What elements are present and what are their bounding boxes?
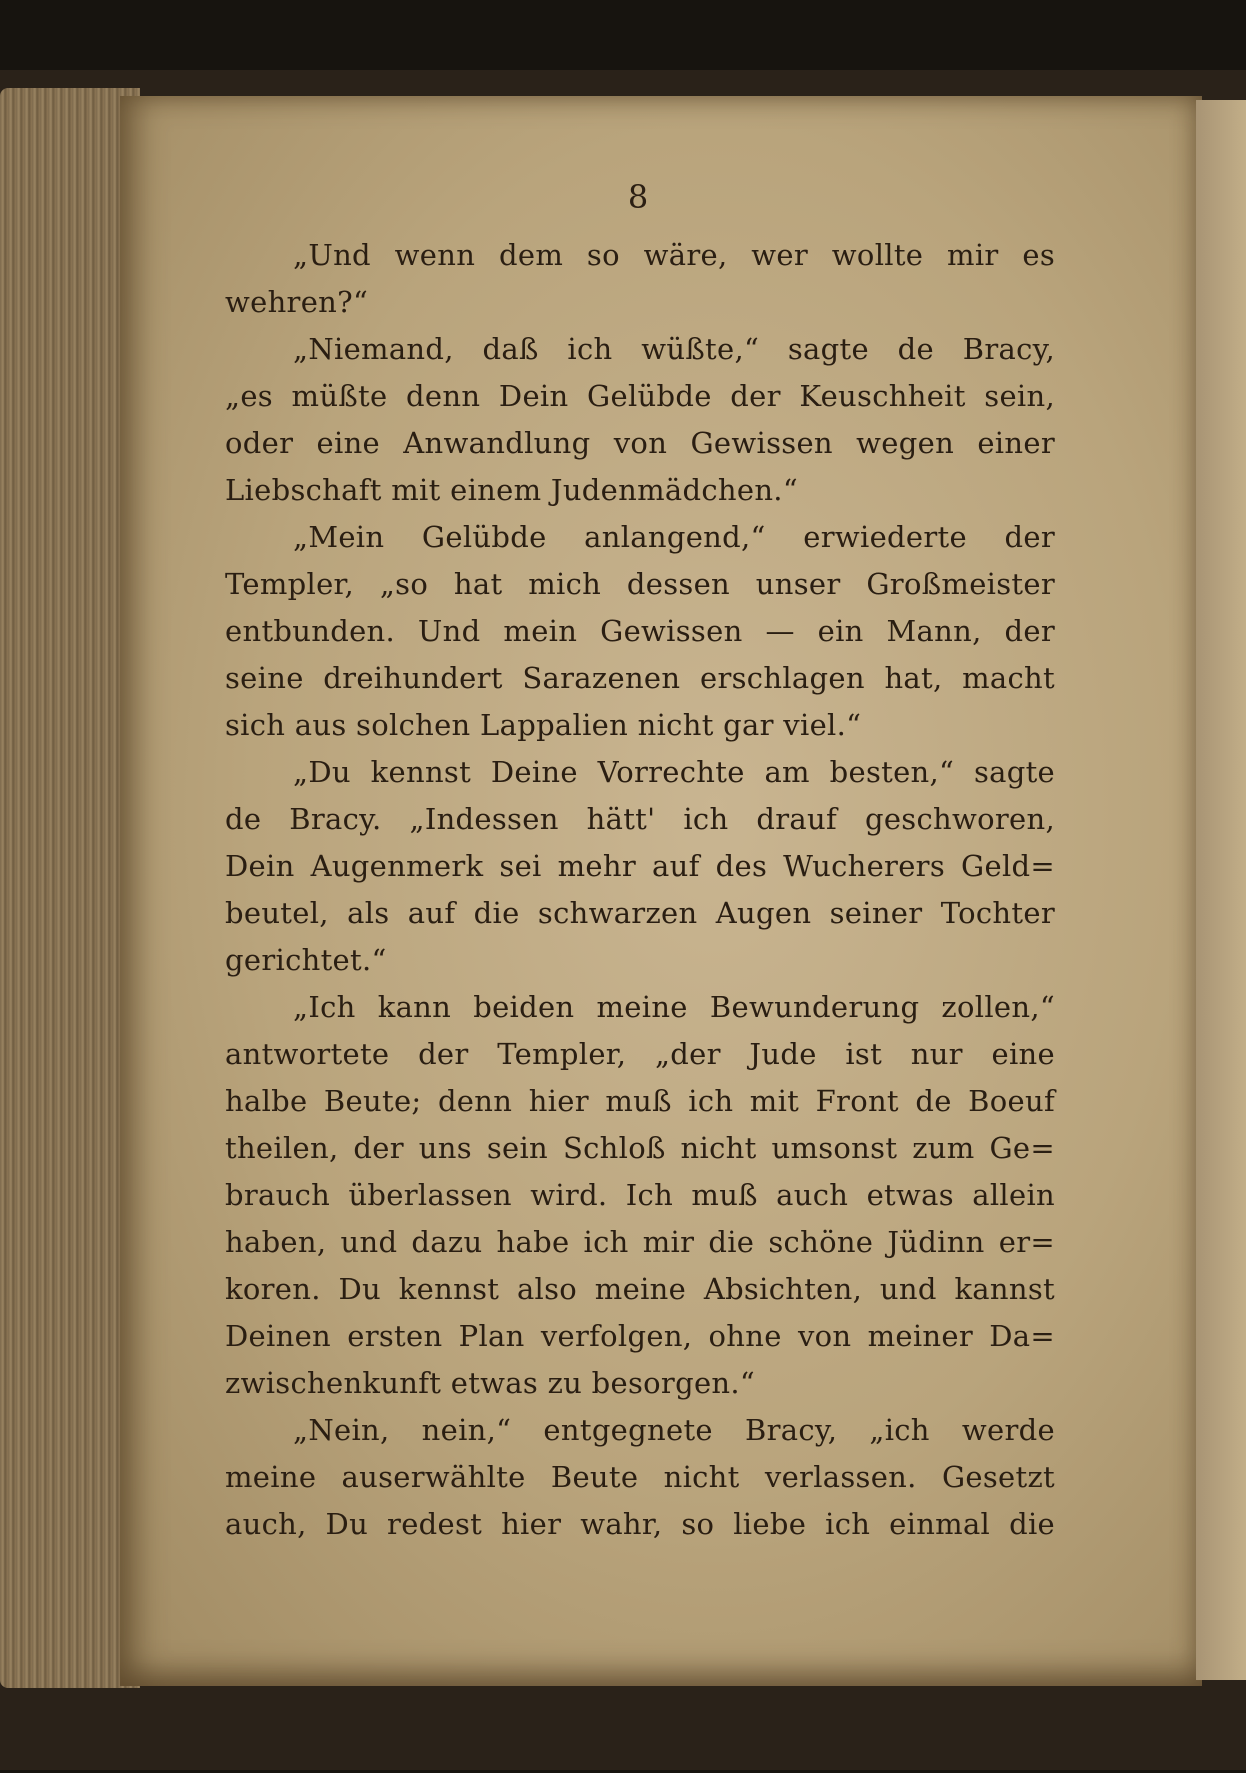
next-page-edge	[1196, 100, 1246, 1680]
text-line: zwischenkunft etwas zu besorgen.“	[225, 1366, 756, 1400]
text-line: „Niemand, daß ich wüßte,“ sagte de Bracy,	[293, 332, 1055, 366]
text-line: entbunden. Und mein Gewissen — ein Mann, der	[225, 614, 1055, 648]
text-line: oder eine Anwandlung von Gewissen wegen einer	[225, 426, 1055, 460]
text-line: „Ich kann beiden meine Bewunderung zollen,“	[293, 990, 1055, 1024]
text-line: seine dreihundert Sarazenen erschlagen hat, macht	[225, 661, 1055, 695]
text-line: Dein Augenmerk sei mehr auf des Wucherers Geld=	[225, 849, 1055, 883]
text-line: Templer, „so hat mich dessen unser Großmeister	[225, 567, 1055, 601]
text-line: sich aus solchen Lappalien nicht gar viel.“	[225, 708, 862, 742]
text-line: auch, Du redest hier wahr, so liebe ich einmal die	[225, 1507, 1055, 1541]
text-line: beutel, als auf die schwarzen Augen seiner Tochter	[225, 896, 1055, 930]
page-edges	[0, 88, 140, 1688]
text-line: de Bracy. „Indessen hätt' ich drauf geschworen,	[225, 802, 1055, 836]
text-line: antwortete der Templer, „der Jude ist nur eine	[225, 1037, 1055, 1071]
page-number: 8	[627, 178, 649, 216]
text-line: „Du kennst Deine Vorrechte am besten,“ sagte	[293, 755, 1055, 789]
text-line: wehren?“	[225, 285, 369, 319]
text-line: Liebschaft mit einem Judenmädchen.“	[225, 473, 798, 507]
text-block	[225, 232, 1055, 1548]
text-line: „es müßte denn Dein Gelübde der Keuschheit sein,	[225, 379, 1055, 413]
text-line: halbe Beute; denn hier muß ich mit Front de Boeuf	[225, 1084, 1055, 1118]
text-line: theilen, der uns sein Schloß nicht umsonst zum Ge=	[225, 1131, 1055, 1165]
text-line: „Nein, nein,“ entgegnete Bracy, „ich werde	[293, 1413, 1055, 1447]
text-line: koren. Du kennst also meine Absichten, und kannst	[225, 1272, 1055, 1306]
text-line: Deinen ersten Plan verfolgen, ohne von meiner Da=	[225, 1319, 1055, 1353]
text-line: brauch überlassen wird. Ich muß auch etwas allein	[225, 1178, 1055, 1212]
text-line: meine auserwählte Beute nicht verlassen. Gesetzt	[225, 1460, 1055, 1494]
text-line: „Und wenn dem so wäre, wer wollte mir es	[293, 238, 1055, 272]
text-line: „Mein Gelübde anlangend,“ erwiederte der	[293, 520, 1055, 554]
text-line: haben, und dazu habe ich mir die schöne Jüdinn er=	[225, 1225, 1055, 1259]
text-line: gerichtet.“	[225, 943, 387, 977]
